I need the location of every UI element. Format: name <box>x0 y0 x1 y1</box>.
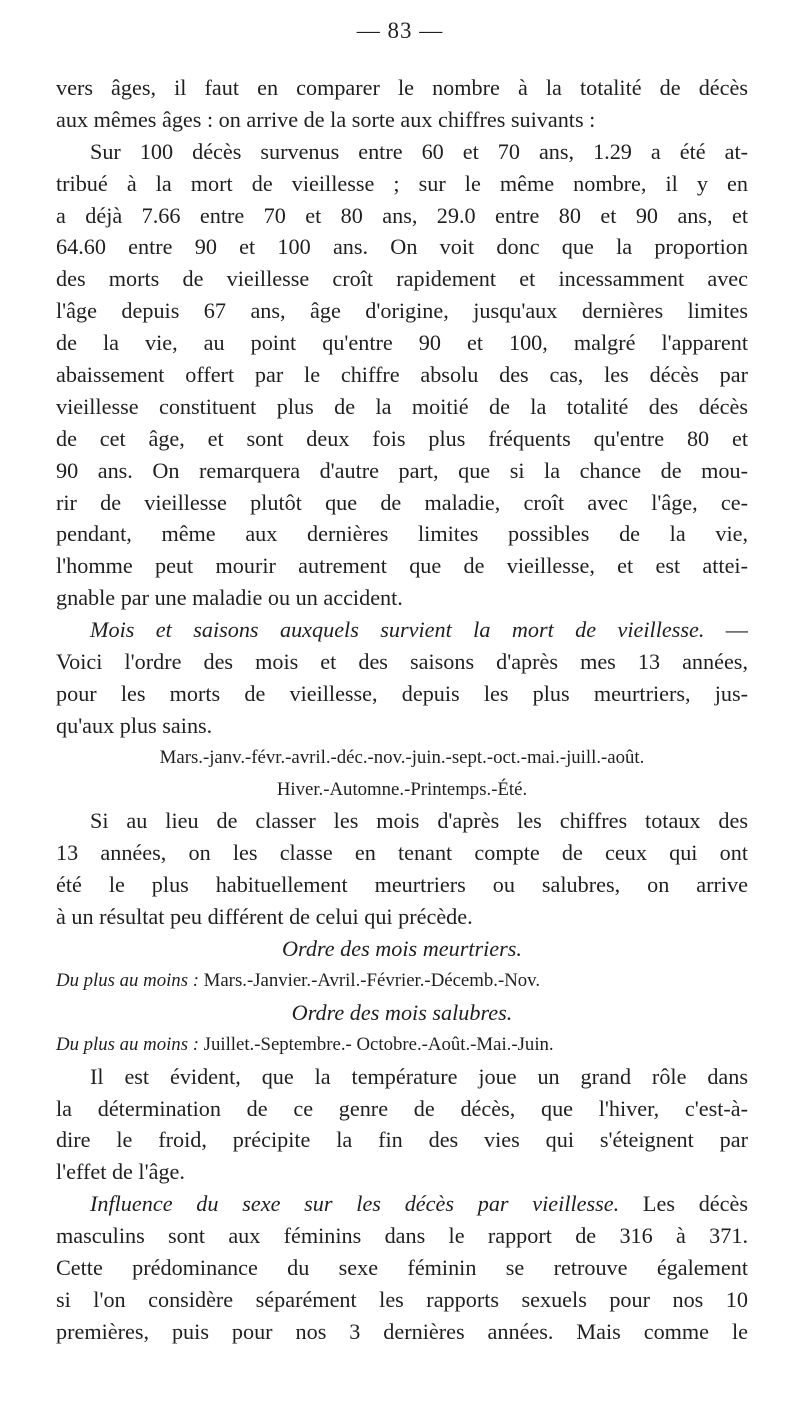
heading-continuation: Les décès <box>619 1191 748 1217</box>
text-line: de cet âge, et sont deux fois plus fréquents qu'entre 80 et <box>56 425 748 451</box>
text-line: pour les morts de vieillesse, depuis les plus meurtriers, jus- <box>56 680 748 706</box>
deadly-months-prefix: Du plus au moins : <box>56 969 199 991</box>
text-line: masculins sont aux féminins dans le rapport de 316 à 371. <box>56 1223 748 1249</box>
healthy-months-prefix: Du plus au moins : <box>56 1033 199 1055</box>
text-line: vers âges, il faut en comparer le nombre à la totalité de décès <box>56 75 748 100</box>
text-line: a déjà 7.66 entre 70 et 80 ans, 29.0 entre 80 et 90 ans, et <box>56 202 748 228</box>
text-line: été le plus habituellement meurtriers ou salubres, on arrive <box>56 872 748 898</box>
text-line: 13 années, on les classe en tenant compte de ceux qui ont <box>56 840 748 866</box>
text-line: qu'aux plus sains. <box>56 712 213 738</box>
text-line: tribué à la mort de vieillesse ; sur le même nombre, il y en <box>56 170 748 196</box>
page-number: — 83 — <box>356 18 444 43</box>
healthy-months-values: Juillet.-Septembre.- Octobre.-Août.-Mai.-Juin. <box>198 1033 554 1055</box>
section-heading-line <box>56 614 748 646</box>
text-line: l'homme peut mourir autrement que de vieillesse, et est attei- <box>56 553 748 579</box>
deadly-months-list <box>56 965 748 997</box>
text-line: Voici l'ordre des mois et des saisons d'après mes 13 années, <box>56 649 748 675</box>
text-line: dire le froid, précipite la fin des vies qui s'éteignent par <box>56 1127 748 1153</box>
text-line: abaissement offert par le chiffre absolu des cas, les décès par <box>56 362 748 388</box>
text-line: 64.60 entre 90 et 100 ans. On voit donc que la proportion <box>56 234 748 260</box>
body-text <box>56 72 748 1348</box>
section-heading: Influence du sexe sur les décès par vieillesse. <box>90 1191 620 1217</box>
section-heading-line <box>56 1188 748 1220</box>
text-line: Sur 100 décès survenus entre 60 et 70 ans, 1.29 a été at- <box>90 138 748 164</box>
text-line: si l'on considère séparément les rapports sexuels pour nos 10 <box>56 1286 748 1312</box>
text-line: pendant, même aux dernières limites possibles de la vie, <box>56 521 748 547</box>
text-line: rir de vieillesse plutôt que de maladie, croît avec l'âge, ce- <box>56 489 748 515</box>
text-line: gnable par une maladie ou un accident. <box>56 585 403 611</box>
heading-dash: — <box>704 617 748 643</box>
text-line: l'effet de l'âge. <box>56 1159 185 1185</box>
section-heading: Mois et saisons auxquels survient la mort de vieillesse. <box>90 617 705 643</box>
text-line: de la vie, au point qu'entre 90 et 100, malgré l'apparent <box>56 330 748 356</box>
healthy-months-list <box>56 1029 748 1061</box>
seasons-ranking: Hiver.-Automne.-Printemps.-Été. <box>276 778 528 800</box>
text-line: aux mêmes âges : on arrive de la sorte aux chiffres suivants : <box>56 106 596 132</box>
text-line: vieillesse constituent plus de la moitié de la totalité des décès <box>56 393 748 419</box>
deadly-months-title: Ordre des mois meurtriers. <box>282 936 522 962</box>
text-line: l'âge depuis 67 ans, âge d'origine, jusqu'aux dernières limites <box>56 298 748 324</box>
healthy-months-title: Ordre des mois salubres. <box>291 999 513 1025</box>
text-line: Il est évident, que la température joue un grand rôle dans <box>90 1063 748 1089</box>
text-line: Cette prédominance du sexe féminin se retrouve également <box>56 1254 748 1280</box>
text-line: premières, puis pour nos 3 dernières années. Mais comme le <box>56 1318 748 1344</box>
text-line: Si au lieu de classer les mois d'après les chiffres totaux des <box>90 808 748 834</box>
months-ranking: Mars.-janv.-févr.-avril.-déc.-nov.-juin.-sept.-oct.-mai.-juill.-août. <box>159 746 645 768</box>
text-line: la détermination de ce genre de décès, que l'hiver, c'est-à- <box>56 1095 748 1121</box>
text-line: 90 ans. On remarquera d'autre part, que si la chance de mou- <box>56 457 748 483</box>
text-line: à un résultat peu différent de celui qui précède. <box>56 904 473 930</box>
text-line: des morts de vieillesse croît rapidement et incessamment avec <box>56 266 748 292</box>
deadly-months-values: Mars.-Janvier.-Avril.-Février.-Décemb.-Nov. <box>198 969 541 991</box>
